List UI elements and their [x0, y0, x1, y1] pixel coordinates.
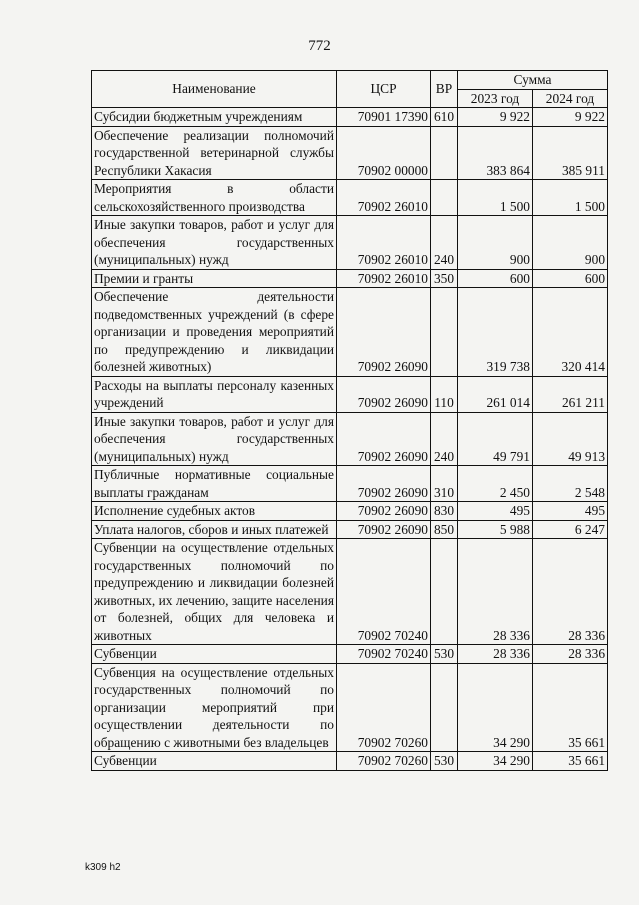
- row-csr: 70902 00000: [337, 126, 431, 180]
- row-sum-2024: 320 414: [533, 288, 608, 377]
- row-sum-2023: 28 336: [458, 539, 533, 645]
- row-csr: 70902 70260: [337, 663, 431, 752]
- row-sum-2024: 28 336: [533, 645, 608, 664]
- row-sum-2023: 600: [458, 269, 533, 288]
- table-row: [92, 752, 608, 771]
- row-sum-2024: 385 911: [533, 126, 608, 180]
- row-vr: [431, 180, 458, 216]
- row-sum-2023: 495: [458, 502, 533, 521]
- header-vr: ВР: [431, 71, 458, 108]
- row-sum-2023: 9 922: [458, 108, 533, 127]
- row-csr: 70902 26090: [337, 288, 431, 377]
- table-row: [92, 216, 608, 270]
- row-name: Публичные нормативные социальные выплаты гражданам: [92, 466, 337, 502]
- row-sum-2024: 495: [533, 502, 608, 521]
- table-row: [92, 288, 608, 377]
- row-sum-2023: 900: [458, 216, 533, 270]
- row-name: Субсидии бюджетным учреждениям: [92, 108, 337, 127]
- row-csr: 70902 26090: [337, 412, 431, 466]
- row-name: Обеспечение реализации полномочий государственной ветеринарной службы Республики Хакасия: [92, 126, 337, 180]
- table-row: [92, 126, 608, 180]
- table-row: [92, 376, 608, 412]
- row-name: Мероприятия в области сельскохозяйственного производства: [92, 180, 337, 216]
- row-name: Иные закупки товаров, работ и услуг для обеспечения государственных (муниципальных) нужд: [92, 412, 337, 466]
- row-csr: 70901 17390: [337, 108, 431, 127]
- row-vr: [431, 539, 458, 645]
- row-vr: 350: [431, 269, 458, 288]
- row-csr: 70902 70240: [337, 539, 431, 645]
- row-name: Премии и гранты: [92, 269, 337, 288]
- footer-code: k309 h2: [85, 862, 121, 873]
- table-row: [92, 180, 608, 216]
- row-name: Исполнение судебных актов: [92, 502, 337, 521]
- row-csr: 70902 26090: [337, 502, 431, 521]
- page-number: 772: [308, 38, 331, 54]
- row-name: Расходы на выплаты персоналу казенных учреждений: [92, 376, 337, 412]
- row-vr: [431, 288, 458, 377]
- row-sum-2023: 34 290: [458, 663, 533, 752]
- row-csr: 70902 70240: [337, 645, 431, 664]
- row-sum-2024: 2 548: [533, 466, 608, 502]
- row-sum-2023: 319 738: [458, 288, 533, 377]
- row-vr: 850: [431, 520, 458, 539]
- row-csr: 70902 26090: [337, 466, 431, 502]
- row-vr: 240: [431, 216, 458, 270]
- row-sum-2023: 383 864: [458, 126, 533, 180]
- row-sum-2024: 900: [533, 216, 608, 270]
- row-vr: 530: [431, 645, 458, 664]
- row-sum-2024: 1 500: [533, 180, 608, 216]
- header-sum: Сумма: [458, 71, 608, 90]
- row-name: Уплата налогов, сборов и иных платежей: [92, 520, 337, 539]
- row-vr: 110: [431, 376, 458, 412]
- table-row: [92, 645, 608, 664]
- row-name: Субвенции: [92, 645, 337, 664]
- row-name: Субвенции на осуществление отдельных государственных полномочий по предупреждению и ликвидации болезней животных, их лечению, защите населения от болезней, общих для человека и животных: [92, 539, 337, 645]
- row-sum-2023: 28 336: [458, 645, 533, 664]
- row-vr: 530: [431, 752, 458, 771]
- table-row: [92, 539, 608, 645]
- row-csr: 70902 26010: [337, 180, 431, 216]
- table-row: [92, 466, 608, 502]
- row-vr: 610: [431, 108, 458, 127]
- header-csr: ЦСР: [337, 71, 431, 108]
- row-sum-2023: 5 988: [458, 520, 533, 539]
- row-csr: 70902 26090: [337, 520, 431, 539]
- row-sum-2024: 35 661: [533, 752, 608, 771]
- header-name: Наименование: [92, 71, 337, 108]
- table-row: [92, 663, 608, 752]
- row-csr: 70902 26010: [337, 216, 431, 270]
- header-year-2023: 2023 год: [458, 89, 533, 108]
- row-sum-2024: 35 661: [533, 663, 608, 752]
- row-vr: 830: [431, 502, 458, 521]
- row-sum-2024: 6 247: [533, 520, 608, 539]
- row-sum-2023: 261 014: [458, 376, 533, 412]
- row-csr: 70902 70260: [337, 752, 431, 771]
- budget-table: [91, 70, 608, 771]
- row-sum-2023: 34 290: [458, 752, 533, 771]
- row-vr: 240: [431, 412, 458, 466]
- row-csr: 70902 26090: [337, 376, 431, 412]
- table-row: [92, 108, 608, 127]
- row-vr: [431, 663, 458, 752]
- row-sum-2024: 9 922: [533, 108, 608, 127]
- row-sum-2024: 600: [533, 269, 608, 288]
- row-sum-2024: 261 211: [533, 376, 608, 412]
- row-vr: [431, 126, 458, 180]
- row-name: Субвенция на осуществление отдельных государственных полномочий по организации мероприятий при осуществлении деятельности по обращению с животными без владельцев: [92, 663, 337, 752]
- row-name: Обеспечение деятельности подведомственных учреждений (в сфере организации и проведения мероприятий по предупреждению и ликвидации болезней животных): [92, 288, 337, 377]
- row-sum-2024: 49 913: [533, 412, 608, 466]
- row-sum-2023: 1 500: [458, 180, 533, 216]
- row-sum-2023: 2 450: [458, 466, 533, 502]
- table-row: [92, 269, 608, 288]
- table-body: [92, 108, 608, 771]
- row-sum-2023: 49 791: [458, 412, 533, 466]
- table-row: [92, 520, 608, 539]
- row-csr: 70902 26010: [337, 269, 431, 288]
- row-name: Иные закупки товаров, работ и услуг для обеспечения государственных (муниципальных) нужд: [92, 216, 337, 270]
- row-vr: 310: [431, 466, 458, 502]
- table-row: [92, 502, 608, 521]
- table-row: [92, 412, 608, 466]
- row-name: Субвенции: [92, 752, 337, 771]
- header-year-2024: 2024 год: [533, 89, 608, 108]
- row-sum-2024: 28 336: [533, 539, 608, 645]
